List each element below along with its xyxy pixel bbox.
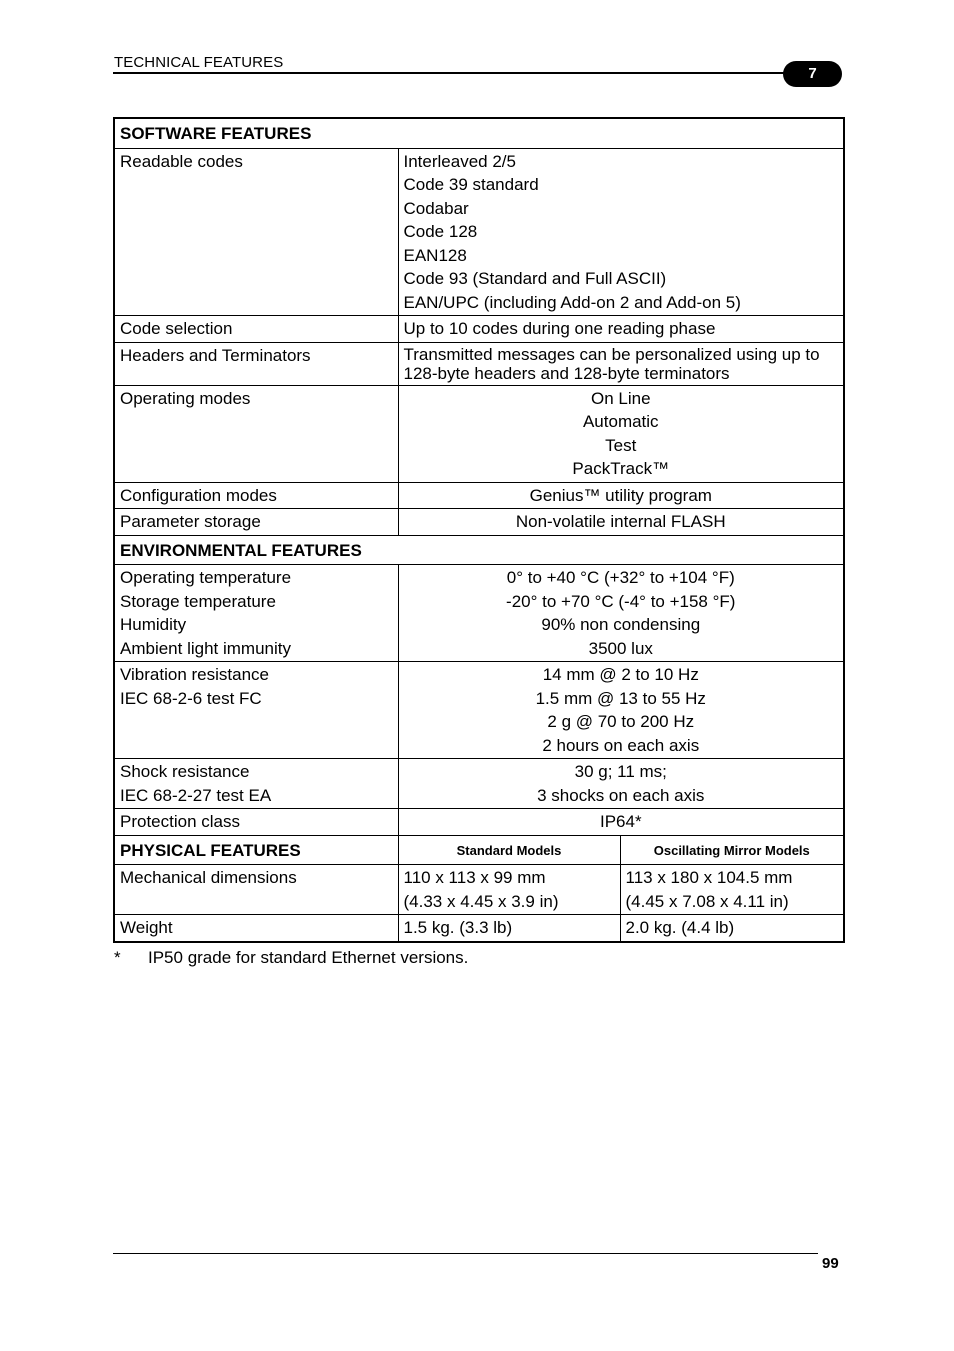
table-row: [114, 316, 844, 343]
row-value: [398, 662, 844, 759]
vibration-value: 14 mm @ 2 to 10 Hz: [542, 665, 699, 684]
row-value: [620, 865, 844, 915]
column-header-oscillating: Oscillating Mirror Models: [620, 835, 844, 865]
section-heading-environmental: ENVIRONMENTAL FEATURES: [114, 535, 844, 565]
section-heading-physical: PHYSICAL FEATURES: [114, 835, 398, 865]
mode-item: Test: [605, 435, 637, 455]
code-item: Code 93 (Standard and Full ASCII): [403, 269, 667, 288]
chapter-badge: 7: [783, 61, 842, 87]
table-row: [114, 915, 844, 942]
table-row: [114, 865, 844, 915]
table-row: [114, 482, 844, 509]
condition-value: 90% non condensing: [541, 615, 701, 634]
row-value: [398, 759, 844, 809]
condition-value: 0° to +40 °C (+32° to +104 °F): [506, 568, 735, 587]
row-label: Mechanical dimensions: [114, 865, 398, 915]
footer-rule: [113, 1253, 818, 1254]
condition-label: Operating temperature: [120, 568, 292, 587]
row-value: Up to 10 codes during one reading phase: [398, 316, 844, 343]
row-value: Transmitted messages can be personalized using up to 128-byte headers and 128-byte terminators: [398, 342, 844, 385]
header-rule: [113, 72, 803, 74]
table-row: [114, 662, 844, 759]
page-number: 99: [822, 1255, 839, 1272]
row-label: Configuration modes: [114, 482, 398, 509]
shock-value: 3 shocks on each axis: [537, 785, 705, 805]
row-value: 2.0 kg. (4.4 lb): [620, 915, 844, 942]
table-row: [114, 759, 844, 809]
row-label: Protection class: [114, 809, 398, 836]
condition-value: 3500 lux: [588, 638, 653, 658]
row-value: 1.5 kg. (3.3 lb): [398, 915, 620, 942]
column-header-standard: Standard Models: [398, 835, 620, 865]
vibration-label: IEC 68-2-6 test FC: [120, 688, 262, 708]
section-row-environmental: [114, 535, 844, 565]
condition-label: Humidity: [120, 615, 187, 634]
row-label: Readable codes: [114, 148, 398, 316]
dimension-value: (4.33 x 4.45 x 3.9 in): [403, 891, 559, 911]
row-label: [114, 759, 398, 809]
table-row: [114, 565, 844, 662]
code-item: EAN/UPC (including Add-on 2 and Add-on 5): [403, 292, 741, 312]
dimension-value: (4.45 x 7.08 x 4.11 in): [625, 891, 789, 911]
row-value: [398, 865, 620, 915]
section-row-software: [114, 118, 844, 148]
table-row: [114, 385, 844, 482]
shock-label: Shock resistance: [120, 762, 250, 781]
mode-item: Automatic: [582, 412, 659, 431]
table-row: [114, 148, 844, 316]
section-heading-software: SOFTWARE FEATURES: [114, 118, 844, 148]
code-item: Code 128: [403, 222, 478, 241]
vibration-value: 2 hours on each axis: [542, 735, 700, 755]
section-row-physical: [114, 835, 844, 865]
footnote-marker: *: [114, 948, 121, 967]
vibration-value: 2 g @ 70 to 200 Hz: [547, 712, 695, 731]
footnote-text: IP50 grade for standard Ethernet versions.: [148, 948, 469, 967]
row-value: [398, 565, 844, 662]
row-label: Weight: [114, 915, 398, 942]
table-row: [114, 809, 844, 836]
row-label: Code selection: [114, 316, 398, 343]
technical-features-table: [113, 117, 845, 943]
shock-value: 30 g; 11 ms;: [574, 762, 667, 781]
row-value: IP64*: [398, 809, 844, 836]
code-item: Code 39 standard: [403, 175, 539, 194]
table-row: [114, 509, 844, 536]
dimension-value: 113 x 180 x 104.5 mm: [625, 868, 793, 887]
dimension-value: 110 x 113 x 99 mm: [403, 868, 546, 887]
code-item: Interleaved 2/5: [403, 151, 516, 171]
row-value: Non-volatile internal FLASH: [398, 509, 844, 536]
row-label: [114, 662, 398, 759]
operating-modes-list: [398, 385, 844, 482]
row-label: Operating modes: [114, 385, 398, 482]
row-value: Genius™ utility program: [398, 482, 844, 509]
row-label: [114, 565, 398, 662]
running-header: TECHNICAL FEATURES: [114, 54, 284, 71]
code-item: EAN128: [403, 245, 467, 265]
code-item: Codabar: [403, 198, 469, 218]
table-row: [114, 342, 844, 385]
row-label: Headers and Terminators: [114, 342, 398, 385]
mode-item: PackTrack™: [572, 459, 670, 478]
readable-codes-list: [398, 148, 844, 316]
shock-label: IEC 68-2-27 test EA: [120, 785, 272, 805]
vibration-value: 1.5 mm @ 13 to 55 Hz: [535, 688, 706, 708]
condition-label: Storage temperature: [120, 591, 276, 611]
condition-value: -20° to +70 °C (-4° to +158 °F): [506, 591, 736, 611]
vibration-label: Vibration resistance: [120, 665, 269, 684]
row-label: Parameter storage: [114, 509, 398, 536]
condition-label: Ambient light immunity: [120, 638, 292, 658]
mode-item: On Line: [590, 388, 651, 408]
